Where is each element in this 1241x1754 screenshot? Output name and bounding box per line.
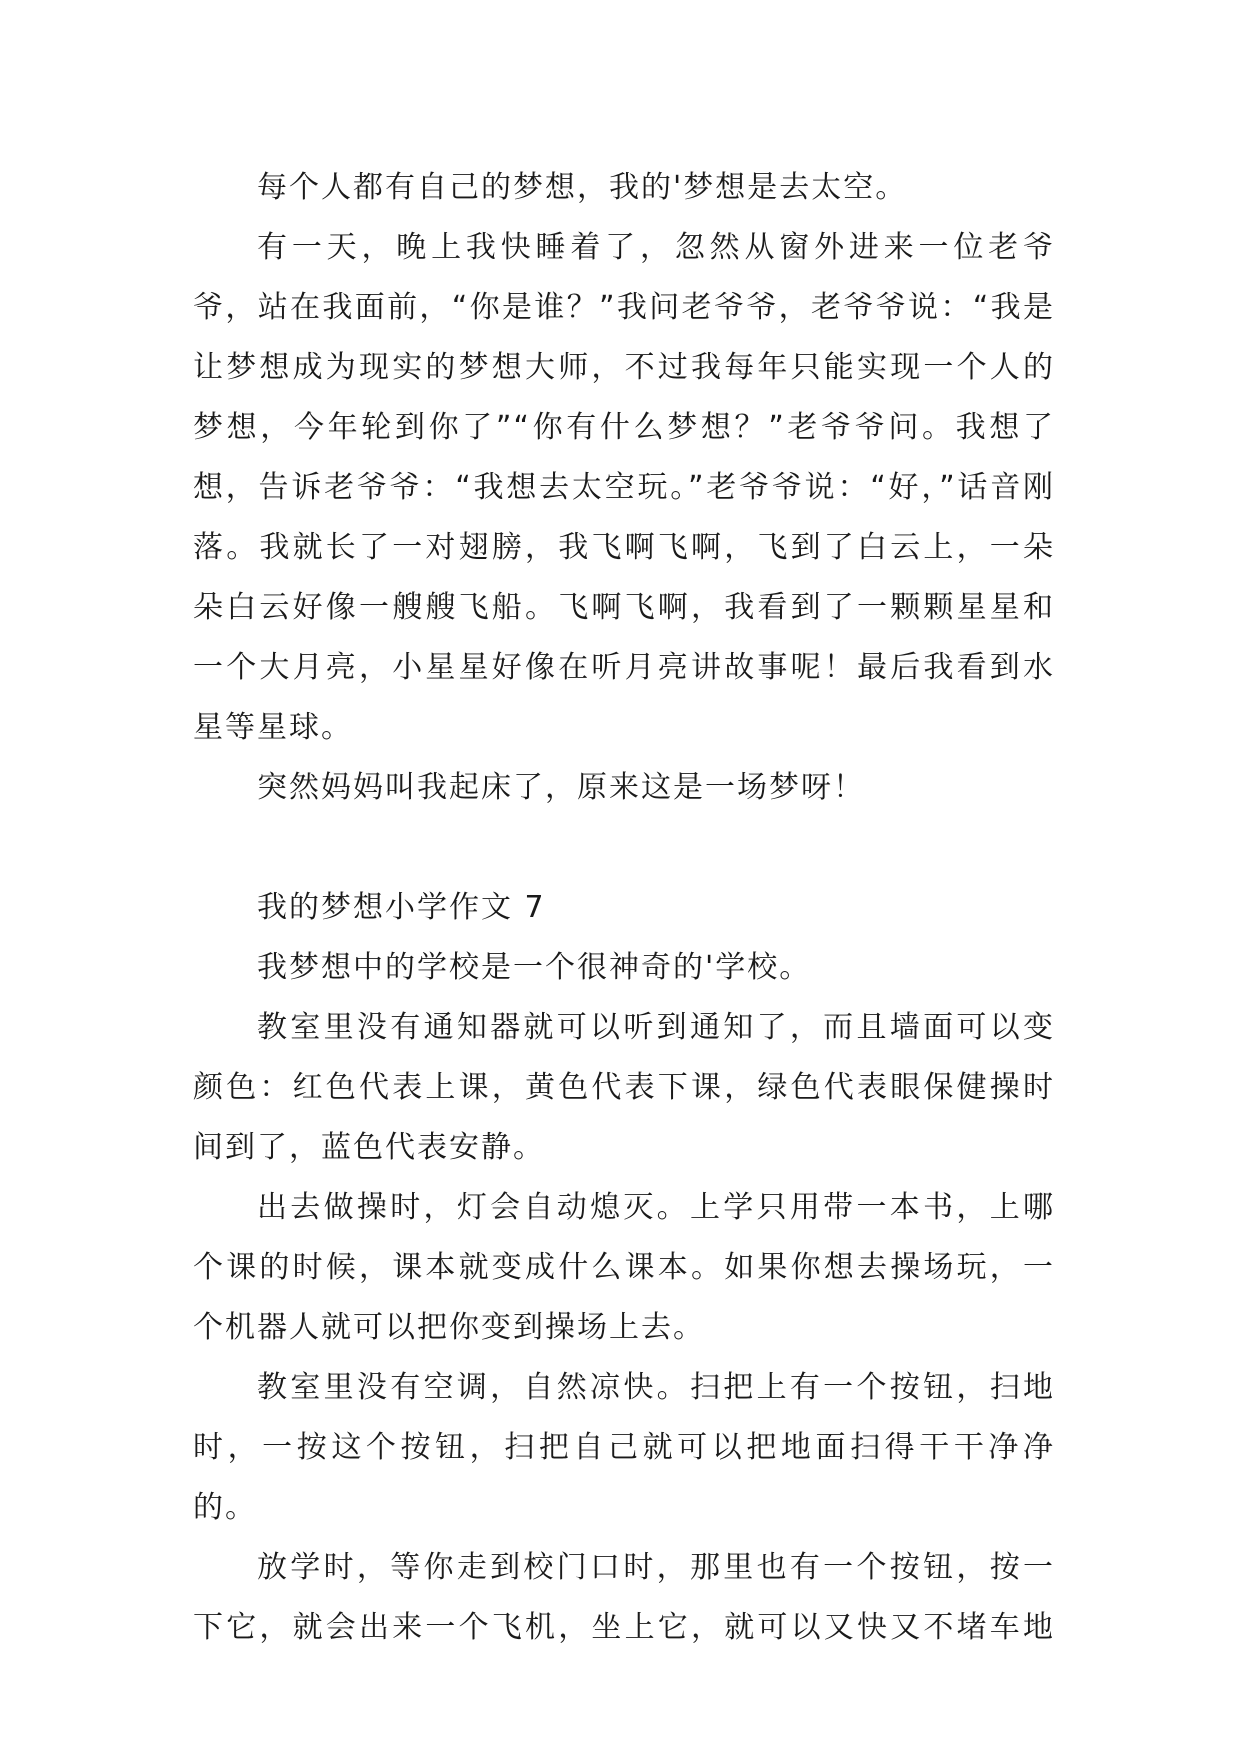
paragraph-exercise-lights: 出去做操时，灯会自动熄灭。上学只用带一本书，上哪个课的时候，课本就变成什么课本。如果你想去操场玩，一个机器人就可以把你变到操场上去。 [193,1190,1055,1345]
paragraph-wake-up: 突然妈妈叫我起床了，原来这是一场梦呀！ [257,770,865,805]
paragraph-magic-school: 我梦想中的学校是一个很神奇的'学校。 [257,950,812,985]
paragraph-broom-button: 教室里没有空调，自然凉快。扫把上有一个按钮，扫地时，一按这个按钮，扫把自己就可以把地面扫得干干净净的。 [193,1370,1055,1525]
paragraph-school-gate: 放学时，等你走到校门口时，那里也有一个按钮，按一下它，就会出来一个飞机，坐上它，就可以又快又不堵车地 [193,1550,1055,1645]
document-body [193,158,1055,1658]
paragraph-classroom-walls: 教室里没有通知器就可以听到通知了，而且墙面可以变颜色：红色代表上课，黄色代表下课，绿色代表眼保健操时间到了，蓝色代表安静。 [193,1010,1055,1165]
paragraph-dream-space: 每个人都有自己的梦想，我的'梦想是去太空。 [257,170,908,205]
paragraph-old-man-story: 有一天，晚上我快睡着了，忽然从窗外进来一位老爷爷，站在我面前，“你是谁？”我问老爷爷，老爷爷说：“我是让梦想成为现实的梦想大师，不过我每年只能实现一个人的梦想，今年轮到你了”“你有什么梦想？”老爷爷问。我想了想，告诉老爷爷：“我想去太空玩。”老爷爷说：“好，”话音刚落。我就长了一对翅膀，我飞啊飞啊，飞到了白云上，一朵朵白云好像一艘艘飞船。飞啊飞啊，我看到了一颗颗星星和一个大月亮，小星星好像在听月亮讲故事呢！最后我看到水星等星球。 [193,230,1055,745]
section-title: 我的梦想小学作文 7 [257,890,546,925]
section-gap [193,818,1055,878]
